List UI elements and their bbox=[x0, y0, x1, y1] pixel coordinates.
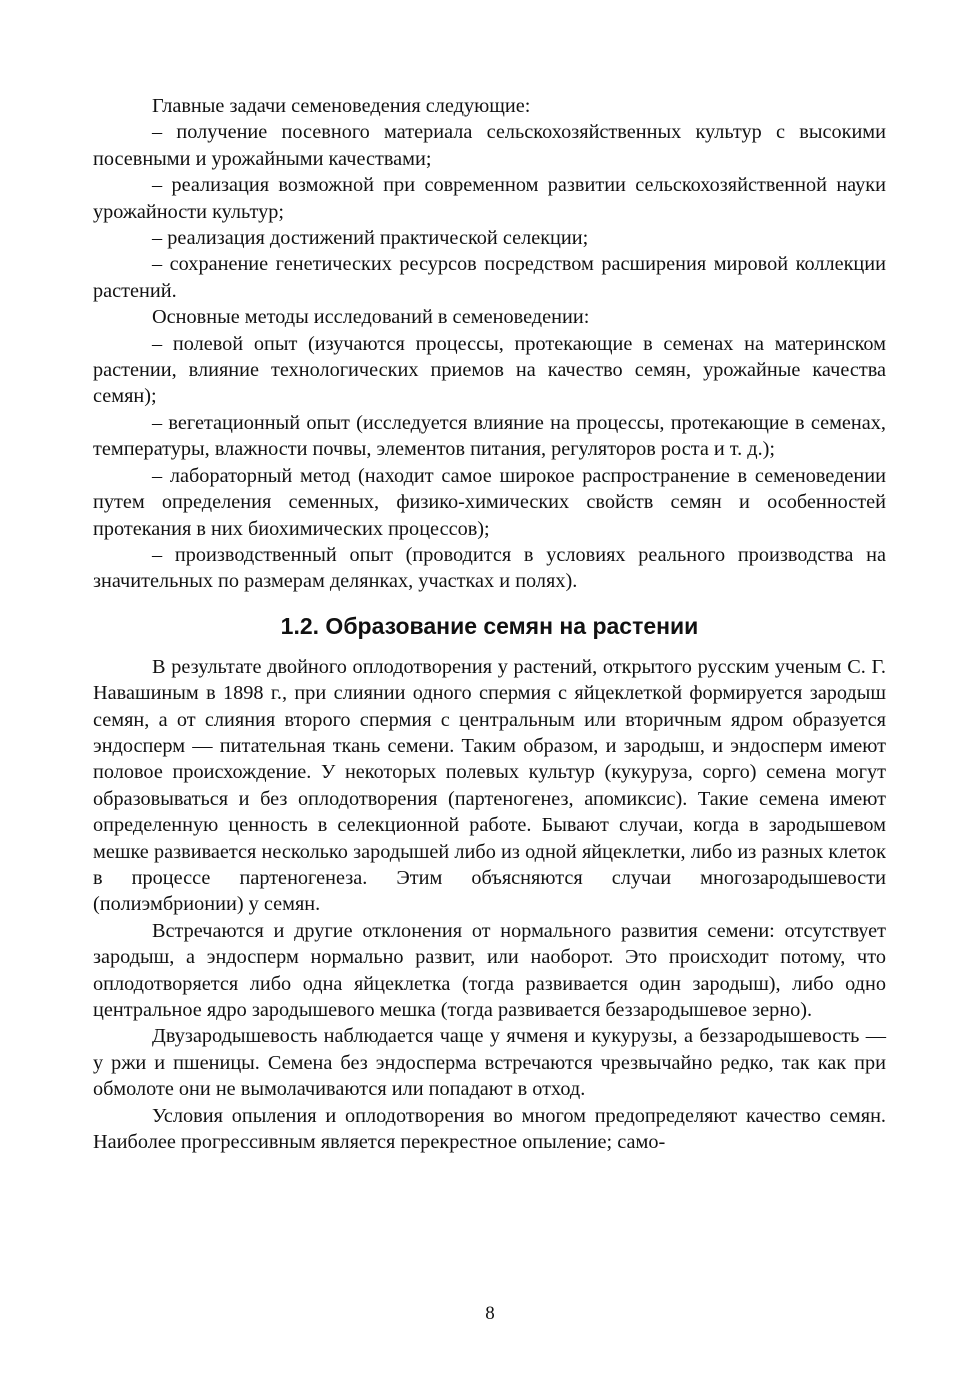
method-item: – производственный опыт (проводится в условиях реального производства на значительных по размерам делянках, участках и полях). bbox=[93, 543, 886, 593]
task-item: – реализация достижений практической селекции; bbox=[152, 227, 589, 250]
method-item: – полевой опыт (изучаются процессы, протекающие в семенах на материнском растении, влияние технологических приемов на качество семян, урожайные качества семян); bbox=[93, 332, 886, 408]
task-item: – сохранение генетических ресурсов посредством расширения мировой коллекции растений. bbox=[93, 253, 886, 302]
body-paragraph: В результате двойного оплодотворения у растений, открытого русским ученым С. Г. Навашиным в 1898 г., при слиянии одного спермия с яйцеклеткой формируется зародыш семян, а от слияния второго спермия с центральным или вторичным ядром образуется эндосперм — питательная ткань семени. Таким образом, и зародыш, и эндосперм имеют половое происхождение. У некоторых полевых культур (кукуруза, сорго) семена могут образовываться и без оплодотворения (партеногенез, апомиксис). Такие семена имеют определенную ценность в селекционной работе. Бывают случаи, когда в зародышевом мешке развивается несколько зародышей либо из одной яйцеклетки, либо из разных клеток в процессе партеногенеза. Этим объясняются случаи многозародышевости (полиэмбрионии) у семян. bbox=[93, 655, 886, 916]
task-item: – реализация возможной при современном развитии сельскохозяйственной науки урожайности культур; bbox=[93, 174, 886, 223]
methods-intro: Основные методы исследований в семеноведении: bbox=[152, 306, 590, 329]
page-number: 8 bbox=[485, 1303, 495, 1324]
body-paragraph: Двузародышевость наблюдается чаще у ячменя и кукурузы, а беззародышевость — у ржи и пшеницы. Семена без эндосперма встречаются чрезвычайно редко, так как при обмолоте они не вымолачиваются или попадают в отход. bbox=[93, 1025, 886, 1101]
body-paragraph: Условия опыления и оплодотворения во многом предопределяют качество семян. Наиболее прогрессивным является перекрестное опыление; само- bbox=[93, 1104, 886, 1154]
body-paragraph: Встречаются и другие отклонения от нормального развития семени: отсутствует зародыш, а эндосперм нормально развит, или наоборот. Это происходит потому, что оплодотворяется либо одна яйцеклетка (тогда развивается один зародыш), либо одно центральное ядро зародышевого мешка (тогда развивается беззародышевое зерно). bbox=[93, 919, 886, 1021]
document-page bbox=[93, 93, 886, 1155]
method-item: – лабораторный метод (находит самое широкое распространение в семеноведении путем определения семенных, физико-химических свойств семян и особенностей протекания в них биохимических процессов); bbox=[93, 464, 886, 540]
section-heading: 1.2. Образование семян на растении bbox=[280, 612, 699, 639]
task-item: – получение посевного материала сельскохозяйственных культур с высокими посевными и урожайными качествами; bbox=[93, 121, 886, 170]
method-item: – вегетационный опыт (исследуется влияние на процессы, протекающие в семенах, температуры, влажности почвы, элементов питания, регуляторов роста и т. д.); bbox=[93, 411, 886, 461]
tasks-intro: Главные задачи семеноведения следующие: bbox=[152, 95, 531, 117]
